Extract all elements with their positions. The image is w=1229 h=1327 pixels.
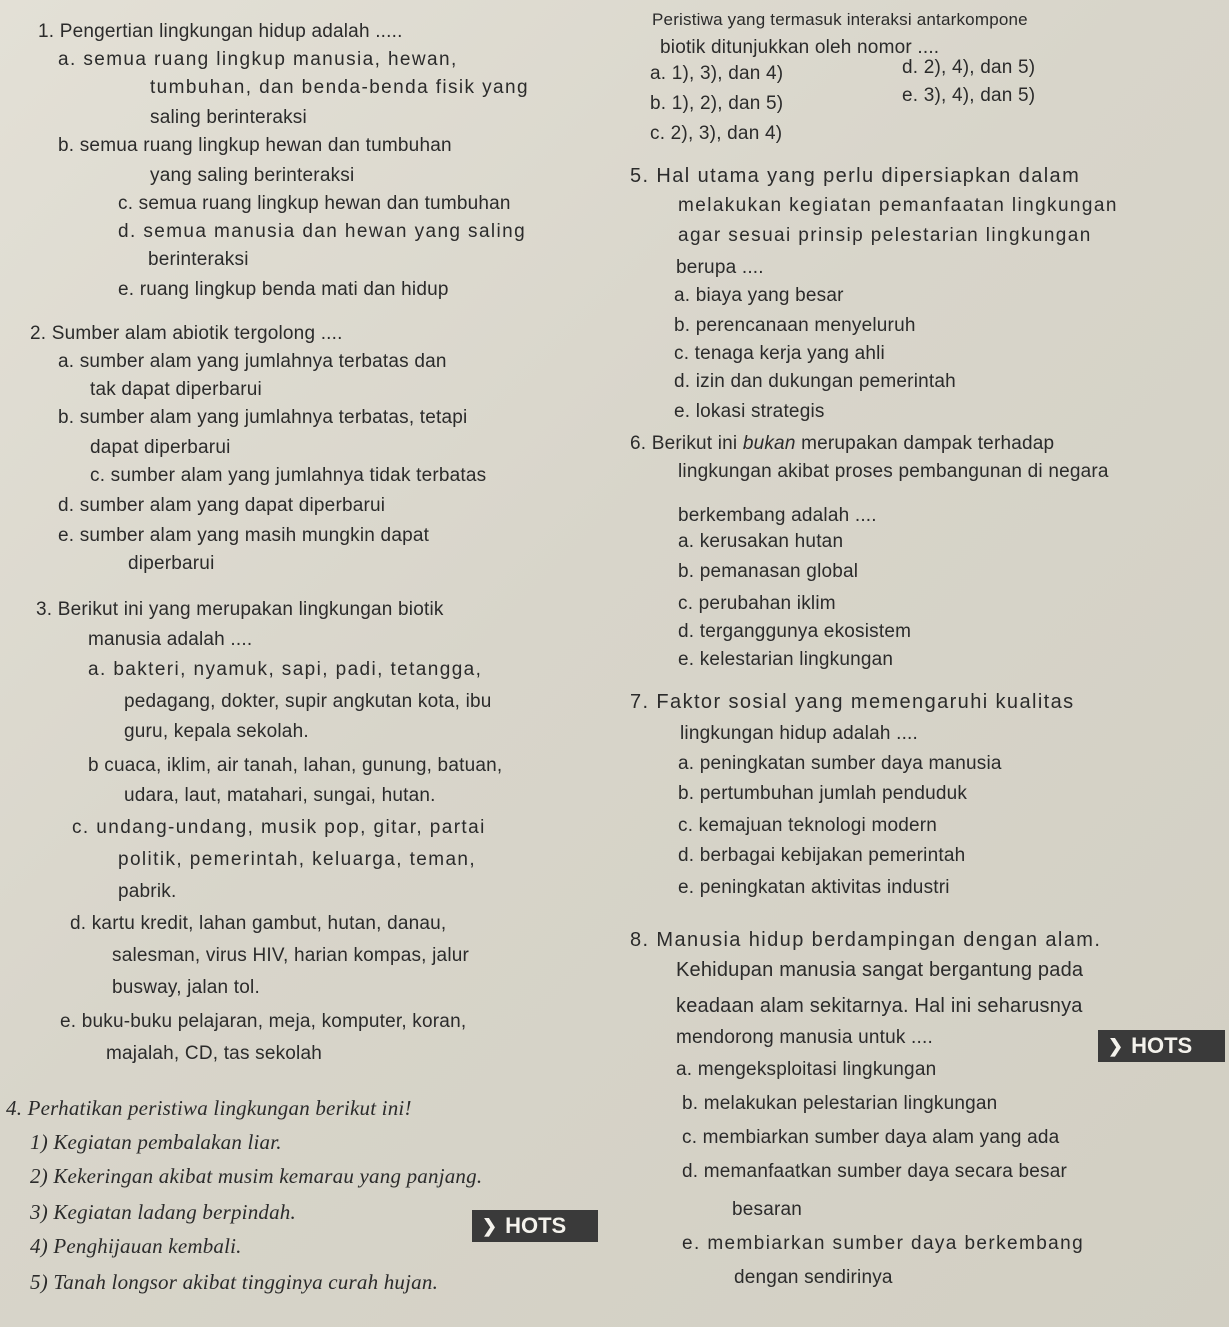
q5-stem-cont: berupa .... [676,257,764,278]
chevron-right-icon: ❯ [482,1216,498,1236]
q7-option-c: c. kemajuan teknologi modern [678,815,938,836]
q7-stem: 7. Faktor sosial yang memengaruhi kualitas [630,691,1075,713]
q3-option-c-cont: politik, pemerintah, keluarga, teman, [118,849,477,870]
q4-item-2: 2) Kekeringan akibat musim kemarau yang panjang. [30,1164,483,1188]
q8-stem: 8. Manusia hidup berdampingan dengan alam. [630,929,1102,951]
q8-stem-cont: keadaan alam sekitarnya. Hal ini seharusnya [676,995,1083,1017]
q8-option-e: e. membiarkan sumber daya berkembang [682,1233,1085,1254]
q1-option-a-cont: saling berinteraksi [150,107,307,128]
q3-stem: 3. Berikut ini yang merupakan lingkungan biotik [36,599,444,620]
q1-option-d: d. semua manusia dan hewan yang saling [118,221,527,242]
q8-stem-cont: Kehidupan manusia sangat bergantung pada [676,959,1084,981]
q7-option-a: a. peningkatan sumber daya manusia [678,753,1002,774]
q4-option-e: e. 3), 4), dan 5) [902,85,1036,106]
q3-stem-cont: manusia adalah .... [88,629,253,650]
q6-option-b: b. pemanasan global [678,561,859,582]
q6-stem-pre: 6. Berikut ini [630,433,743,454]
q6-stem-emphasis: bukan [742,433,796,454]
hots-label: HOTS [1131,1033,1193,1058]
q3-option-c-cont: pabrik. [118,881,177,902]
q8-option-b: b. melakukan pelestarian lingkungan [682,1093,998,1114]
q3-option-a-cont: guru, kepala sekolah. [124,721,309,742]
q1-option-b-cont: yang saling berinteraksi [150,165,355,186]
q2-option-a: a. sumber alam yang jumlahnya terbatas dan [58,351,447,372]
q2-option-d: d. sumber alam yang dapat diperbarui [58,495,386,516]
q4-item-5: 5) Tanah longsor akibat tingginya curah hujan. [30,1270,439,1294]
q4-stem: 4. Perhatikan peristiwa lingkungan berikut ini! [6,1096,412,1120]
q3-option-d-cont: salesman, virus HIV, harian kompas, jalur [112,945,470,966]
q8-stem-cont: mendorong manusia untuk .... [676,1027,933,1048]
q4-continuation-2: biotik ditunjukkan oleh nomor .... [660,37,940,58]
q5-option-d: d. izin dan dukungan pemerintah [674,371,956,392]
q4-option-d: d. 2), 4), dan 5) [902,57,1036,78]
q4-option-b: b. 1), 2), dan 5) [650,93,784,114]
q6-stem-post: merupakan dampak terhadap [795,433,1055,454]
q1-option-a-cont: tumbuhan, dan benda-benda fisik yang [150,77,529,98]
q3-option-d-cont: busway, jalan tol. [112,977,260,998]
chevron-right-icon: ❯ [1108,1036,1124,1056]
q6-option-e: e. kelestarian lingkungan [678,649,894,670]
q1-option-a: a. semua ruang lingkup manusia, hewan, [58,49,458,70]
q6-stem-cont: berkembang adalah .... [678,505,877,526]
q5-option-e: e. lokasi strategis [674,401,825,422]
q6-stem-cont: lingkungan akibat proses pembangunan di negara [678,461,1109,482]
q3-option-a: a. bakteri, nyamuk, sapi, padi, tetangga, [88,659,483,680]
q7-option-b: b. pertumbuhan jumlah penduduk [678,783,968,804]
q5-option-c: c. tenaga kerja yang ahli [674,343,885,364]
q3-option-b-cont: udara, laut, matahari, sungai, hutan. [124,785,436,806]
q4-item-1: 1) Kegiatan pembalakan liar. [30,1130,282,1154]
q8-option-c: c. membiarkan sumber daya alam yang ada [682,1127,1060,1148]
q6-option-d: d. terganggunya ekosistem [678,621,912,642]
q5-option-b: b. perencanaan menyeluruh [674,315,916,336]
q2-option-c: c. sumber alam yang jumlahnya tidak terbatas [90,465,487,486]
q6-stem [630,432,1054,456]
q4-continuation: Peristiwa yang termasuk interaksi antarkompone [652,10,1028,29]
hots-badge-q8 [1098,1030,1225,1062]
q3-option-b: b cuaca, iklim, air tanah, lahan, gunung, batuan, [88,755,503,776]
q5-stem: 5. Hal utama yang perlu dipersiapkan dalam [630,165,1081,187]
q8-option-e-cont: dengan sendirinya [734,1267,893,1288]
q7-option-d: d. berbagai kebijakan pemerintah [678,845,966,866]
q5-stem-cont: melakukan kegiatan pemanfaatan lingkungan [678,195,1118,216]
q4-option-c: c. 2), 3), dan 4) [650,123,783,144]
q2-option-a-cont: tak dapat diperbarui [90,379,262,400]
q6-option-c: c. perubahan iklim [678,593,836,614]
q3-option-e-cont: majalah, CD, tas sekolah [106,1043,323,1064]
q1-option-d-cont: berinteraksi [148,249,249,270]
q4-item-3: 3) Kegiatan ladang berpindah. [30,1200,296,1224]
q1-option-c: c. semua ruang lingkup hewan dan tumbuhan [118,193,511,214]
q2-stem: 2. Sumber alam abiotik tergolong .... [30,323,343,344]
q1-option-b: b. semua ruang lingkup hewan dan tumbuhan [58,135,452,156]
q5-option-a: a. biaya yang besar [674,285,844,306]
q5-stem-cont: agar sesuai prinsip pelestarian lingkungan [678,225,1092,246]
q2-option-b-cont: dapat diperbarui [90,437,231,458]
q2-option-b: b. sumber alam yang jumlahnya terbatas, tetapi [58,407,468,428]
q3-option-e: e. buku-buku pelajaran, meja, komputer, koran, [60,1011,467,1032]
q2-option-e-cont: diperbarui [128,553,215,574]
q3-option-c: c. undang-undang, musik pop, gitar, partai [72,817,486,838]
hots-badge-q4 [472,1210,598,1242]
q4-item-4: 4) Penghijauan kembali. [30,1234,242,1258]
q2-option-e: e. sumber alam yang masih mungkin dapat [58,525,430,546]
q1-option-e: e. ruang lingkup benda mati dan hidup [118,279,449,300]
q6-option-a: a. kerusakan hutan [678,531,844,552]
q1-stem: 1. Pengertian lingkungan hidup adalah ..... [38,21,403,42]
q4-option-a: a. 1), 3), dan 4) [650,63,784,84]
q8-option-a: a. mengeksploitasi lingkungan [676,1059,937,1080]
q8-option-d: d. memanfaatkan sumber daya secara besar [682,1161,1068,1182]
q7-option-e: e. peningkatan aktivitas industri [678,877,950,898]
q3-option-d: d. kartu kredit, lahan gambut, hutan, danau, [70,913,447,934]
q7-stem-cont: lingkungan hidup adalah .... [680,723,919,744]
q3-option-a-cont: pedagang, dokter, supir angkutan kota, ibu [124,691,492,712]
q8-option-d-cont: besaran [732,1199,803,1220]
hots-label: HOTS [505,1213,567,1238]
